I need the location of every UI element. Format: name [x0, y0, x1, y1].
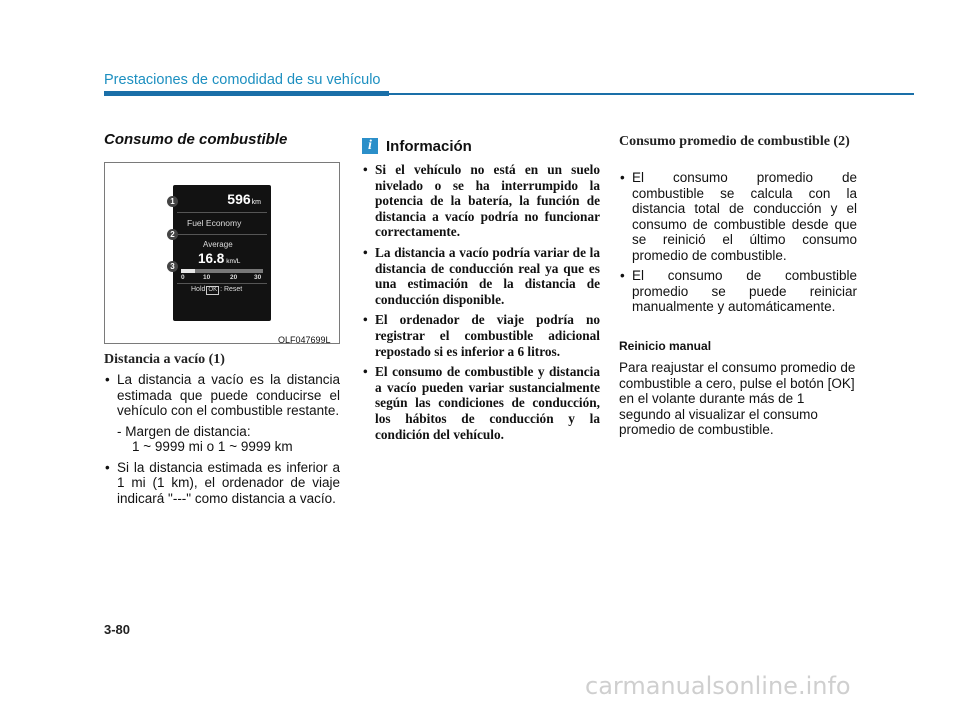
- list-item-text: El ordenador de viaje podría no registrar el combustible adicional repostado si es inferior a 6 litros.: [375, 312, 600, 359]
- list-item: [362, 245, 600, 307]
- col1-body: [104, 372, 340, 506]
- list-item-text: El consumo promedio de combustible se calcula con la distancia total de conducción y el consumo de combustible desde que se reinició el último consumo promedio de combustible.: [632, 170, 857, 263]
- col1-bullet-list-2: [104, 460, 340, 507]
- section-header-title: Prestaciones de comodidad de su vehículo: [104, 72, 381, 88]
- cluster-ok-box: OK: [208, 287, 218, 293]
- list-item-text: El consumo de combustible y distancia a vacío pueden variar sustancialmente según las condiciones de conducción, los hábitos de conducción y la condición del vehículo.: [375, 364, 600, 442]
- distance-to-empty-heading: Distancia a vacío (1): [104, 352, 225, 367]
- list-item: [362, 312, 600, 359]
- cluster-consumption-bar: [181, 269, 263, 273]
- list-item-text: Si el vehículo no está en un suelo nivelado o se ha interrumpido la potencia de la batería, la función de distancia a vacío podría no funcionar correctamente.: [375, 162, 600, 240]
- cluster-divider: [177, 212, 267, 213]
- instrument-cluster-display: [173, 185, 271, 321]
- list-item-text: La distancia a vacío es la distancia estimada que puede conducirse el vehículo con el combustible restante.: [117, 372, 340, 418]
- cluster-divider: [177, 234, 267, 235]
- cluster-distance-unit: km: [251, 199, 261, 206]
- list-item: [619, 170, 857, 263]
- figure-code: OLF047699L: [278, 335, 331, 345]
- callout-2: 2: [167, 229, 178, 240]
- info-list: [362, 162, 600, 442]
- watermark: carmanualsonline.info: [585, 672, 851, 700]
- col3-bullet-list: [619, 170, 857, 315]
- cluster-average-value: 16.8: [198, 251, 225, 266]
- average-consumption-heading: Consumo promedio de combustible (2): [619, 134, 850, 149]
- cluster-hold-prefix: Hold: [191, 286, 206, 293]
- cluster-tick-label: 10: [203, 274, 211, 281]
- col3-body: [619, 170, 857, 438]
- cluster-average: [198, 251, 240, 266]
- manual-reset-paragraph: Para reajustar el consumo promedio de combustible a cero, pulse el botón [OK] en el volante durante más de 1 segundo al visualizar el consumo promedio de combustible.: [619, 360, 856, 437]
- sub-item-value: 1 ~ 9999 mi o 1 ~ 9999 km: [132, 439, 293, 454]
- info-icon: i: [362, 138, 378, 154]
- info-body: [362, 162, 600, 442]
- cluster-screen-title: Fuel Economy: [187, 218, 242, 228]
- cluster-divider: [177, 283, 267, 284]
- cluster-hold-suffix: : Reset: [220, 286, 243, 293]
- callout-3: 3: [167, 261, 178, 272]
- manual-reset-heading: Reinicio manual: [619, 338, 712, 353]
- sub-item-label: - Margen de distancia:: [117, 423, 251, 439]
- section-heading-fuel-consumption: Consumo de combustible: [104, 131, 288, 148]
- header-bar-dark: [104, 91, 389, 96]
- col1-bullet-list: [104, 372, 340, 419]
- list-item-text: Si la distancia estimada es inferior a 1 mi (1 km), el ordenador de viaje indicará "---" como distancia a vacío.: [117, 459, 340, 506]
- callout-1: 1: [167, 196, 178, 207]
- cluster-distance: [227, 191, 261, 207]
- list-item: [362, 162, 600, 240]
- list-item: [362, 364, 600, 442]
- cluster-average-label: Average: [203, 240, 233, 249]
- info-title: Información: [386, 138, 472, 155]
- cluster-hold-reset: [191, 286, 242, 295]
- cluster-figure: [104, 162, 340, 344]
- list-item: [619, 268, 857, 315]
- list-item: [104, 460, 340, 507]
- cluster-tick-label: 30: [254, 274, 262, 281]
- list-item-text: La distancia a vacío podría variar de la distancia de conducción real ya que es una estimación de la distancia de conducción disponible.: [375, 244, 600, 307]
- cluster-tick-label: 20: [230, 274, 238, 281]
- list-item-text: El consumo de combustible promedio se puede reiniciar manualmente y automáticamente.: [632, 268, 857, 314]
- cluster-tick-label: 0: [181, 274, 185, 281]
- cluster-distance-value: 596: [227, 191, 251, 207]
- list-item: [104, 372, 340, 419]
- page-number: 3-80: [104, 622, 131, 637]
- header-bar-line: [389, 93, 914, 95]
- cluster-consumption-bar-fill: [181, 269, 195, 273]
- cluster-average-unit: km/L: [226, 258, 241, 265]
